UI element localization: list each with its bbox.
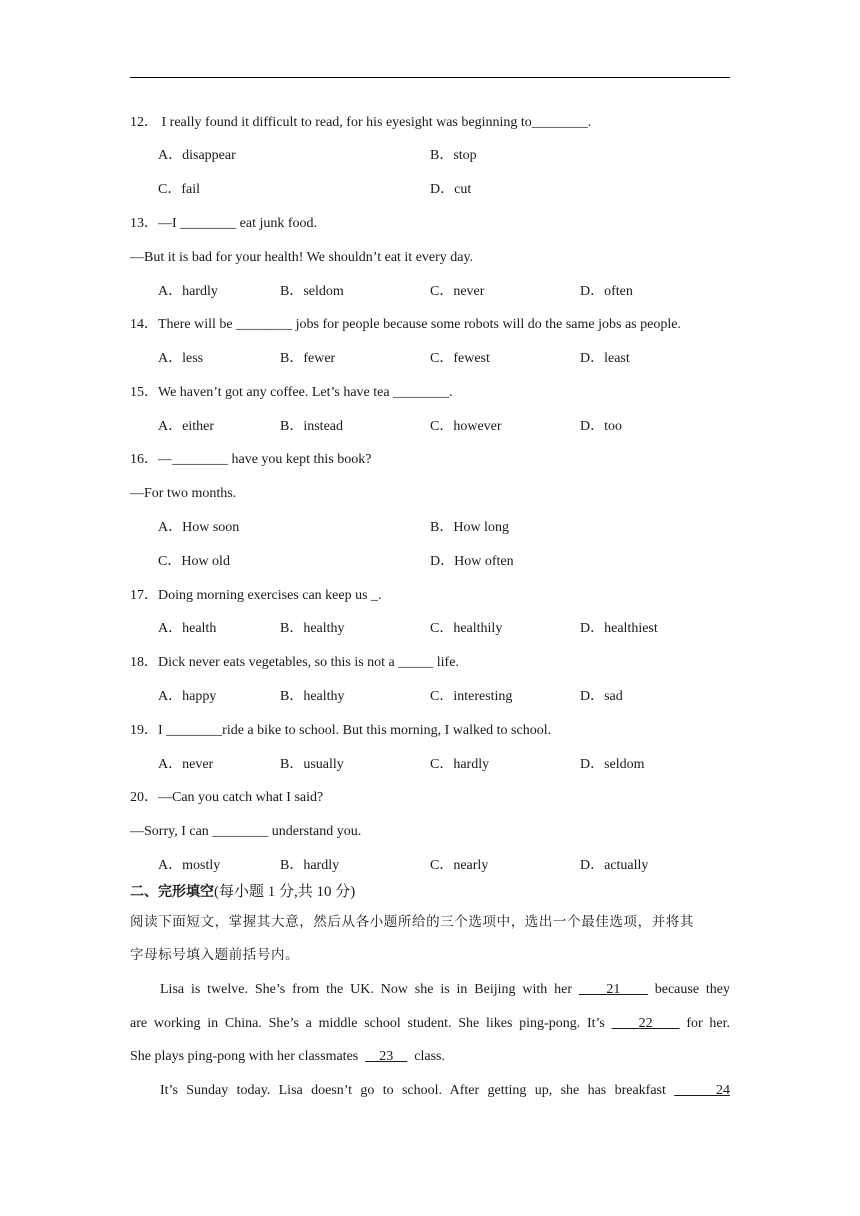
blank-21 xyxy=(579,982,648,997)
blank-24-number: 24 xyxy=(716,1083,731,1098)
q12-option-c: C．fail xyxy=(158,182,200,197)
q19-option-b: B．usually xyxy=(280,757,344,772)
q13-option-d: D．often xyxy=(580,284,633,299)
passage-text: She plays ping-pong with her classmates xyxy=(130,1049,359,1064)
q17-option-c: C．healthily xyxy=(430,621,503,636)
blank-21-number: 21 xyxy=(606,982,621,997)
question-19-stem: 19．I ________ride a bike to school. But this morning, I walked to school. xyxy=(130,723,552,738)
q14-option-a: A．less xyxy=(158,351,204,366)
q17-option-b: B．healthy xyxy=(280,621,345,636)
instruction-line-1: 阅读下面短文，掌握其大意，然后从各小题所给的三个选项中，选出一个最佳选项，并将其 xyxy=(130,914,694,930)
q18-option-d: D．sad xyxy=(580,689,623,704)
q18-option-c: C．interesting xyxy=(430,689,513,704)
passage-text: It’s Sunday today. Lisa doesn’t go to school. After getting up, she has breakfast xyxy=(160,1083,666,1098)
section-heading xyxy=(130,882,355,902)
question-16-stem: 16．—________ have you kept this book? xyxy=(130,452,372,467)
section-points: (每小题 1 分,共 10 分) xyxy=(214,884,356,900)
q12-option-b: B．stop xyxy=(430,148,477,163)
q13-option-c: C．never xyxy=(430,284,485,299)
blank-23-number: 23 xyxy=(379,1049,394,1064)
q17-option-a: A．health xyxy=(158,621,217,636)
q18-option-a: A．happy xyxy=(158,689,217,704)
question-20-reply: —Sorry, I can ________ understand you. xyxy=(130,824,362,839)
q15-option-a: A．either xyxy=(158,419,214,434)
q19-option-a: A．never xyxy=(158,757,214,772)
q12-option-d: D．cut xyxy=(430,182,472,197)
q16-option-d: D．How often xyxy=(430,554,514,569)
q12-option-a: A．disappear xyxy=(158,148,236,163)
q18-option-b: B．healthy xyxy=(280,689,345,704)
q16-option-b: B．How long xyxy=(430,520,509,535)
blank-24 xyxy=(674,1083,730,1098)
question-12-stem: 12． I really found it difficult to read, for his eyesight was beginning to________. xyxy=(130,115,592,130)
q19-option-c: C．hardly xyxy=(430,757,490,772)
q15-option-d: D．too xyxy=(580,419,622,434)
passage-line-2 xyxy=(130,1015,730,1033)
question-13-stem: 13．—I ________ eat junk food. xyxy=(130,216,318,231)
q20-option-c: C．nearly xyxy=(430,858,489,873)
question-20-stem: 20．—Can you catch what I said? xyxy=(130,790,324,805)
q16-option-a: A．How soon xyxy=(158,520,240,535)
q14-option-b: B．fewer xyxy=(280,351,336,366)
question-14-stem: 14．There will be ________ jobs for people because some robots will do the same jobs as people. xyxy=(130,317,681,332)
passage-text: for her. xyxy=(686,1016,731,1031)
q14-option-c: C．fewest xyxy=(430,351,490,366)
question-15-stem: 15．We haven’t got any coffee. Let’s have tea ________. xyxy=(130,385,453,400)
passage-text: because they xyxy=(654,982,731,997)
q19-option-d: D．seldom xyxy=(580,757,645,772)
section-title: 二、完形填空 xyxy=(130,884,214,900)
blank-22-number: 22 xyxy=(638,1016,653,1031)
question-17-stem: 17．Doing morning exercises can keep us _. xyxy=(130,588,382,603)
q13-option-b: B．seldom xyxy=(280,284,344,299)
passage-line-1 xyxy=(130,981,730,999)
passage-line-3 xyxy=(130,1048,730,1066)
q20-option-a: A．mostly xyxy=(158,858,221,873)
q17-option-d: D．healthiest xyxy=(580,621,658,636)
instruction-line-2: 字母标号填入题前括号内。 xyxy=(130,947,300,963)
passage-text: Lisa is twelve. She’s from the UK. Now she is in Beijing with her xyxy=(160,982,573,997)
passage-text: are working in China. She’s a middle school student. She likes ping-pong. It’s xyxy=(130,1016,605,1031)
q14-option-d: D．least xyxy=(580,351,630,366)
passage-text: class. xyxy=(414,1049,445,1064)
q15-option-b: B．instead xyxy=(280,419,343,434)
question-13-reply: —But it is bad for your health! We shouldn’t eat it every day. xyxy=(130,250,474,265)
header-rule xyxy=(130,77,730,78)
q16-option-c: C．How old xyxy=(158,554,230,569)
question-16-reply: —For two months. xyxy=(130,486,237,501)
q20-option-d: D．actually xyxy=(580,858,649,873)
q20-option-b: B．hardly xyxy=(280,858,340,873)
q13-option-a: A．hardly xyxy=(158,284,218,299)
question-18-stem: 18．Dick never eats vegetables, so this is not a _____ life. xyxy=(130,655,459,670)
q15-option-c: C．however xyxy=(430,419,502,434)
passage-line-4 xyxy=(130,1082,730,1100)
blank-22 xyxy=(612,1016,680,1031)
blank-23 xyxy=(365,1049,407,1064)
